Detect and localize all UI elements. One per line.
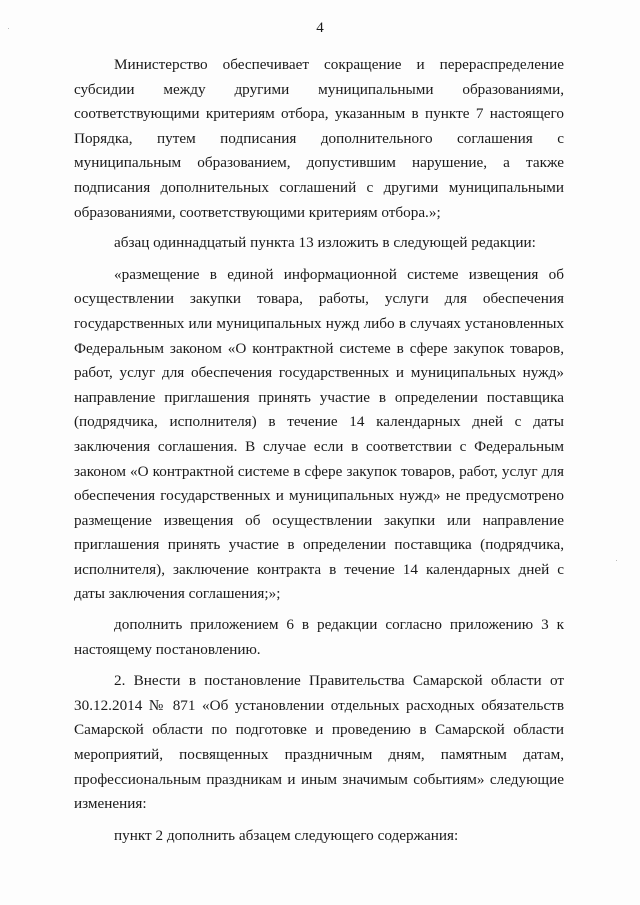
paragraph-resolution-871: 2. Внести в постановление Правительства Самарской области от 30.12.2014 № 871 «Об установлении отдельных расходных обязательств Самарской области по подготовке и проведению в Самарской области мероприятий, посвященных праздничным дням, памятным датам, профессиональным праздникам и иным значимым событиям» следующие изменения: xyxy=(74,672,564,813)
paragraph-clause-13-amendment: абзац одиннадцатый пункта 13 изложить в следующей редакции: xyxy=(114,234,536,252)
paragraph-appendix-6: дополнить приложением 6 в редакции согласно приложению 3 к настоящему постановлению. xyxy=(74,616,564,658)
scan-speck xyxy=(616,560,617,561)
scan-speck xyxy=(8,28,9,29)
paragraph-procurement-notice: «размещение в единой информационной системе извещения об осуществлении закупки товара, работы, услуги для обеспечения государственных или муниципальных нужд либо в случаях установленных Федеральным законом «О контрактной системе в сфере закупок товаров, работ, услуг для обеспечения государственных и муниципальных нужд» направление приглашения принять участие в определении поставщика (подрядчика, исполнителя) в течение 14 календарных дней с даты заключения соглашения. В случае если в соответствии с Федеральным законом «О контрактной системе в сфере закупок товаров, работ, услуг для обеспечения государственных и муниципальных нужд» не предусмотрено размещение извещения об осуществлении закупки или направление приглашения принять участие в определении поставщика (подрядчика, исполнителя), заключение контракта в течение 14 календарных дней с даты заключения соглашения;»; xyxy=(74,265,564,603)
paragraph-clause-2-addition: пункт 2 дополнить абзацем следующего содержания: xyxy=(114,826,459,844)
document-body xyxy=(74,53,564,854)
paragraph-subsidy-redistribution: Министерство обеспечивает сокращение и перераспределение субсидии между другими муниципальными образованиями, соответствующими критериям отбора, указанным в пункте 7 настоящего Порядка, путем подписания дополнительного соглашения с муниципальным образованием, допустившим нарушение, а также подписания дополнительных соглашений с другими муниципальными образованиями, соответствующими критериям отбора.»; xyxy=(74,56,564,221)
page-number: 4 xyxy=(316,20,324,36)
